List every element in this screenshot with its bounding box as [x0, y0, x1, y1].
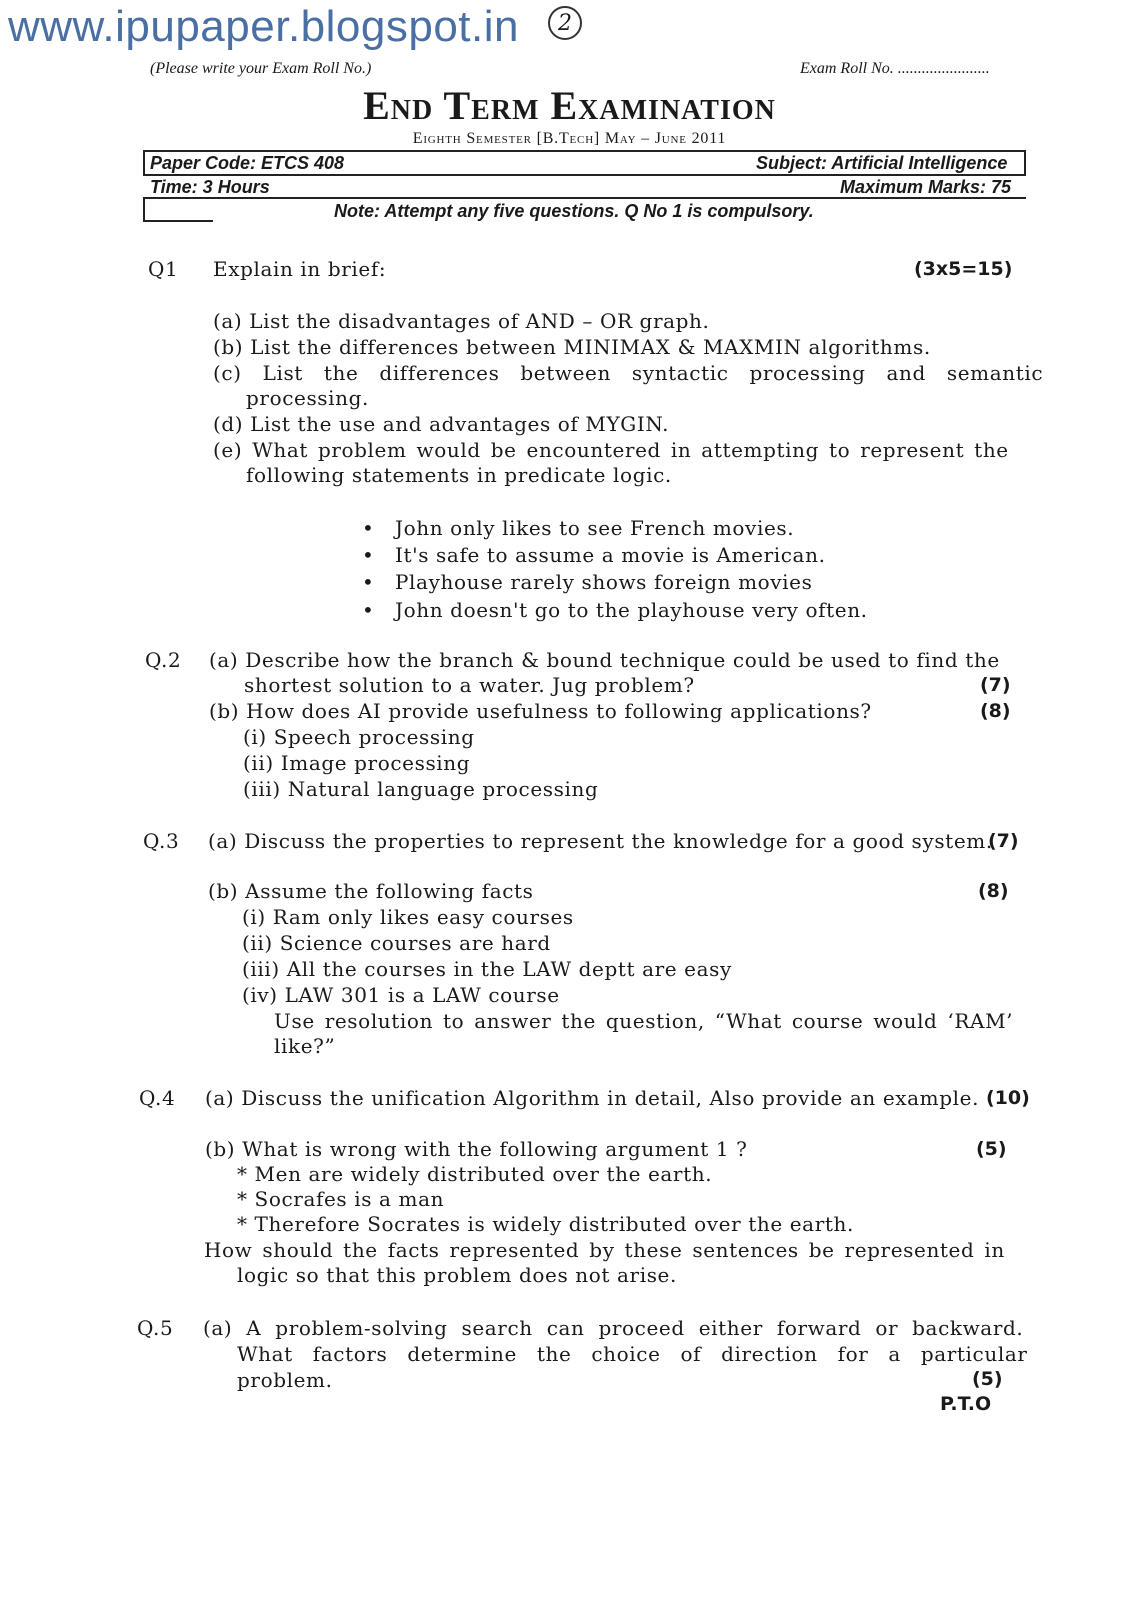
bullet-icon: • — [362, 543, 375, 567]
q1-number: Q1 — [148, 257, 179, 281]
subject: Subject: Artificial Intelligence — [756, 153, 1008, 173]
time-allowed: Time: 3 Hours — [150, 177, 270, 197]
instruction-note: Note: Attempt any five questions. Q No 1 is compulsory. — [334, 201, 814, 221]
q4-b-marks: (5) — [976, 1138, 1007, 1160]
paper-code: Paper Code: ETCS 408 — [150, 153, 345, 173]
semester-line: Eighth Semester [B.Tech] May – June 2011 — [412, 130, 727, 147]
q3-b-marks: (8) — [978, 880, 1009, 902]
page-number: 2 — [548, 6, 582, 40]
q1-bullet-4: John doesn't go to the playhouse very often. — [395, 598, 868, 622]
q2-b-marks: (8) — [980, 700, 1011, 722]
q4-statement-2: * Socrafes is a man — [237, 1187, 445, 1211]
q3-b-i: (i) Ram only likes easy courses — [242, 905, 574, 929]
pto-label: P.T.O — [940, 1393, 992, 1415]
q2-a-marks: (7) — [980, 674, 1011, 696]
q3-b-ii: (ii) Science courses are hard — [242, 931, 551, 955]
q3-b-iv: (iv) LAW 301 is a LAW course — [242, 983, 560, 1007]
q4-a-marks: (10) — [986, 1087, 1030, 1109]
q1-text: Explain in brief: — [213, 257, 387, 281]
q2-a-cont: shortest solution to a water. Jug problem? — [244, 673, 695, 697]
q4-a: (a) Discuss the unification Algorithm in detail, Also provide an example. — [205, 1086, 980, 1110]
q1-e: (e) What problem would be encountered in attempting to represent the — [213, 438, 1009, 462]
q4-how: How should the facts represented by these sentences be represented in — [204, 1238, 1005, 1262]
q3-b-iii: (iii) All the courses in the LAW deptt are easy — [242, 957, 732, 981]
q1-d: (d) List the use and advantages of MYGIN. — [213, 412, 670, 436]
q1-e-cont: following statements in predicate logic. — [246, 463, 672, 487]
q1-bullet-1: John only likes to see French movies. — [395, 516, 795, 540]
q1-bullet-2: It's safe to assume a movie is American. — [395, 543, 826, 567]
header-line-right — [1024, 150, 1026, 176]
q1-c-cont: processing. — [246, 386, 370, 410]
q1-b: (b) List the differences between MINIMAX & MAXMIN algorithms. — [213, 335, 931, 359]
q1-bullet-3: Playhouse rarely shows foreign movies — [395, 570, 813, 594]
exam-roll-field: Exam Roll No. ....................... — [800, 60, 990, 77]
q5-a-marks: (5) — [972, 1368, 1003, 1390]
q3-number: Q.3 — [143, 829, 180, 853]
q4-number: Q.4 — [139, 1086, 176, 1110]
note-box-left — [143, 197, 145, 221]
q2-b-iii: (iii) Natural language processing — [243, 777, 599, 801]
q2-number: Q.2 — [145, 648, 182, 672]
bullet-icon: • — [362, 570, 375, 594]
q3-a: (a) Discuss the properties to represent the knowledge for a good system. — [208, 829, 993, 853]
header-line-left — [143, 150, 145, 176]
header-line-mid — [143, 174, 1026, 176]
q3-b-question-cont: like?” — [274, 1034, 336, 1058]
header-line-top — [143, 150, 1026, 152]
exam-title: End Term Examination — [363, 83, 776, 128]
note-box-bottom — [143, 220, 213, 222]
q4-statement-1: * Men are widely distributed over the earth. — [237, 1162, 713, 1186]
q3-b: (b) Assume the following facts — [208, 879, 534, 903]
q2-a: (a) Describe how the branch & bound technique could be used to find the — [209, 648, 1000, 672]
watermark-url: www.ipupaper.blogspot.in — [8, 2, 519, 51]
q3-a-marks: (7) — [988, 830, 1019, 852]
q3-b-question: Use resolution to answer the question, “What course would ‘RAM’ — [274, 1009, 1014, 1033]
roll-instruction: (Please write your Exam Roll No.) — [150, 60, 372, 77]
bullet-icon: • — [362, 516, 375, 540]
q5-number: Q.5 — [137, 1316, 174, 1340]
q1-marks: (3x5=15) — [914, 258, 1013, 280]
q5-a-cont: What factors determine the choice of direction for a particular — [237, 1342, 1028, 1366]
q5-a: (a) A problem-solving search can proceed either forward or backward. — [203, 1316, 1024, 1340]
maximum-marks: Maximum Marks: 75 — [840, 177, 1012, 197]
q5-a-cont-2: problem. — [237, 1368, 333, 1392]
q1-a: (a) List the disadvantages of AND – OR graph. — [213, 309, 710, 333]
q4-statement-3: * Therefore Socrates is widely distributed over the earth. — [237, 1212, 854, 1236]
q4-how-cont: logic so that this problem does not arise. — [237, 1263, 677, 1287]
q2-b: (b) How does AI provide usefulness to following applications? — [209, 699, 872, 723]
q4-b: (b) What is wrong with the following argument 1 ? — [205, 1137, 748, 1161]
q2-b-ii: (ii) Image processing — [243, 751, 471, 775]
bullet-icon: • — [362, 598, 375, 622]
q1-c: (c) List the differences between syntactic processing and semantic — [213, 361, 1044, 385]
q2-b-i: (i) Speech processing — [243, 725, 475, 749]
